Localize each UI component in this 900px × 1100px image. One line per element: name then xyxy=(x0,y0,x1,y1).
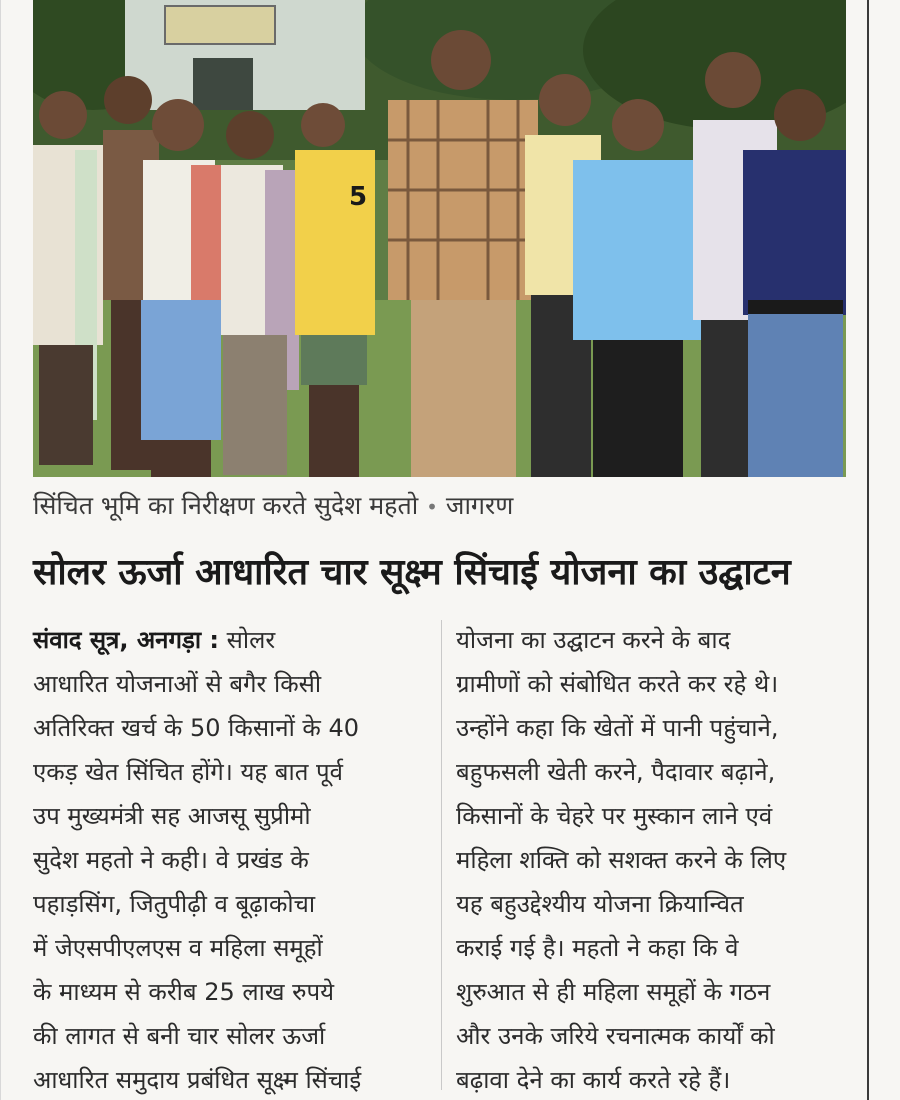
article-line xyxy=(33,618,433,662)
article-line: पहाड़सिंग, जितुपीढ़ी व बूढ़ाकोचा xyxy=(33,890,316,918)
article-line: में जेएसपीएलएस व महिला समूहों xyxy=(33,934,323,962)
news-photo xyxy=(33,0,846,477)
article-line: एकड़ खेत सिंचित होंगे। यह बात पूर्व xyxy=(33,758,344,786)
article-line: उप मुख्यमंत्री सह आजसू सुप्रीमो xyxy=(33,802,311,830)
article-line: बढ़ावा देने का कार्य करते रहे हैं। xyxy=(456,1066,731,1094)
article-line-text: सोलर xyxy=(226,626,276,654)
article-line: आधारित योजनाओं से बगैर किसी xyxy=(33,670,322,698)
article-line: सुदेश महतो ने कही। वे प्रखंड के xyxy=(33,846,309,874)
article-column-right xyxy=(456,618,861,1100)
caption-separator: • xyxy=(426,495,438,519)
article-column-left xyxy=(33,618,433,1100)
article-line: किसानों के चेहरे पर मुस्कान लाने एवं xyxy=(456,802,773,830)
svg-text:5: 5 xyxy=(349,182,368,212)
dateline: संवाद सूत्र, अनगड़ा : xyxy=(33,626,220,654)
article-line: की लागत से बनी चार सोलर ऊर्जा xyxy=(33,1022,326,1050)
article-line: कराई गई है। महतो ने कहा कि वे xyxy=(456,934,739,962)
article-line: आधारित समुदाय प्रबंधित सूक्ष्म सिंचाई xyxy=(33,1066,362,1094)
headline: सोलर ऊर्जा आधारित चार सूक्ष्म सिंचाई योजना का उद्घाटन xyxy=(33,552,791,593)
article-line: के माध्यम से करीब 25 लाख रुपये xyxy=(33,978,335,1006)
article-line: महिला शक्ति को सशक्त करने के लिए xyxy=(456,846,787,874)
article-line: योजना का उद्घाटन करने के बाद xyxy=(456,626,731,654)
caption-text: सिंचित भूमि का निरीक्षण करते सुदेश महतो xyxy=(33,491,419,520)
article-line: अतिरिक्त खर्च के 50 किसानों के 40 xyxy=(33,714,360,742)
article-line: शुरुआत से ही महिला समूहों के गठन xyxy=(456,978,771,1006)
page-edge-rule xyxy=(867,0,869,1100)
column-divider xyxy=(441,620,442,1090)
photo-caption xyxy=(33,486,853,526)
article-line: और उनके जरिये रचनात्मक कार्यों को xyxy=(456,1022,775,1050)
article-line: बहुफसली खेती करने, पैदावार बढ़ाने, xyxy=(456,758,776,786)
article-line: उन्होंने कहा कि खेतों में पानी पहुंचाने, xyxy=(456,714,779,742)
article-line: यह बहुउद्देश्यीय योजना क्रियान्वित xyxy=(456,890,744,918)
article-line: ग्रामीणों को संबोधित करते कर रहे थे। xyxy=(456,670,779,698)
group-photo-illustration xyxy=(33,0,846,477)
caption-credit: जागरण xyxy=(445,491,514,520)
